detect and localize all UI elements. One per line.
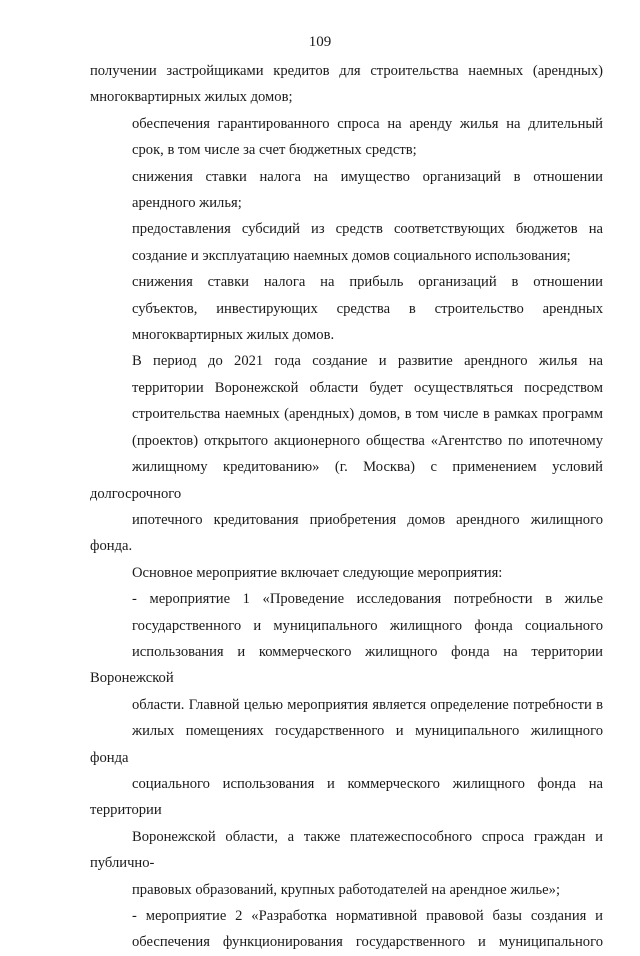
paragraph — [90, 58, 603, 111]
text-line: Основное мероприятие включает следующие мероприятия: — [132, 564, 503, 581]
paragraph — [90, 560, 603, 586]
text-line: - мероприятие 1 «Проведение исследования потребности в жилье — [132, 591, 603, 608]
text-line: жилых помещениях государственного и муниципального жилищного фонда — [90, 723, 603, 766]
paragraph — [90, 586, 603, 903]
body-text — [90, 58, 603, 956]
text-line: территории Воронежской области будет осуществляться посредством — [132, 379, 603, 396]
paragraph — [90, 903, 603, 956]
text-line: снижения ставки налога на имущество организаций в отношении — [132, 168, 603, 185]
paragraph — [90, 111, 603, 164]
text-line: В период до 2021 года создание и развитие арендного жилья на — [132, 353, 603, 370]
text-line: области. Главной целью мероприятия является определение потребности в — [132, 696, 603, 713]
text-line: создание и эксплуатацию наемных домов социального использования; — [132, 247, 571, 264]
paragraph — [90, 216, 603, 269]
text-line: обеспечения функционирования государственного и муниципального — [132, 934, 603, 951]
page-number: 109 — [308, 34, 332, 50]
text-line: использования и коммерческого жилищного фонда на территории Воронежской — [90, 643, 603, 687]
text-line: многоквартирных жилых домов; — [90, 89, 293, 106]
text-line: - мероприятие 2 «Разработка нормативной правовой базы создания и — [132, 908, 603, 924]
text-line: арендного жилья; — [132, 195, 242, 212]
text-line: социального использования и коммерческого жилищного фонда на территории — [90, 775, 603, 819]
paragraph — [90, 164, 603, 217]
text-line: предоставления субсидий из средств соответствующих бюджетов на — [132, 221, 603, 238]
text-line: получении застройщиками кредитов для строительства наемных (арендных) — [90, 63, 603, 79]
text-line: снижения ставки налога на прибыль организаций в отношении — [132, 274, 603, 291]
paragraph — [90, 348, 603, 559]
text-line: многоквартирных жилых домов. — [132, 327, 335, 344]
text-line: субъектов, инвестирующих средства в строительство арендных — [132, 300, 603, 317]
text-line: государственного и муниципального жилищного фонда социального — [132, 617, 603, 634]
text-line: жилищному кредитованию» (г. Москва) с применением условий долгосрочного — [90, 459, 603, 502]
text-line: правовых образований, крупных работодателей на арендное жилье»; — [132, 881, 561, 898]
text-line: ипотечного кредитования приобретения домов арендного жилищного фонда. — [90, 511, 603, 555]
text-line: Воронежской области, а также платежеспособного спроса граждан и публично- — [90, 828, 603, 872]
paragraph — [90, 269, 603, 348]
text-line: срок, в том числе за счет бюджетных средств; — [132, 142, 417, 159]
text-line: обеспечения гарантированного спроса на аренду жилья на длительный — [132, 115, 603, 132]
text-line: строительства наемных (арендных) домов, в том числе в рамках программ — [132, 406, 603, 423]
text-line: (проектов) открытого акционерного общества «Агентство по ипотечному — [132, 432, 603, 449]
